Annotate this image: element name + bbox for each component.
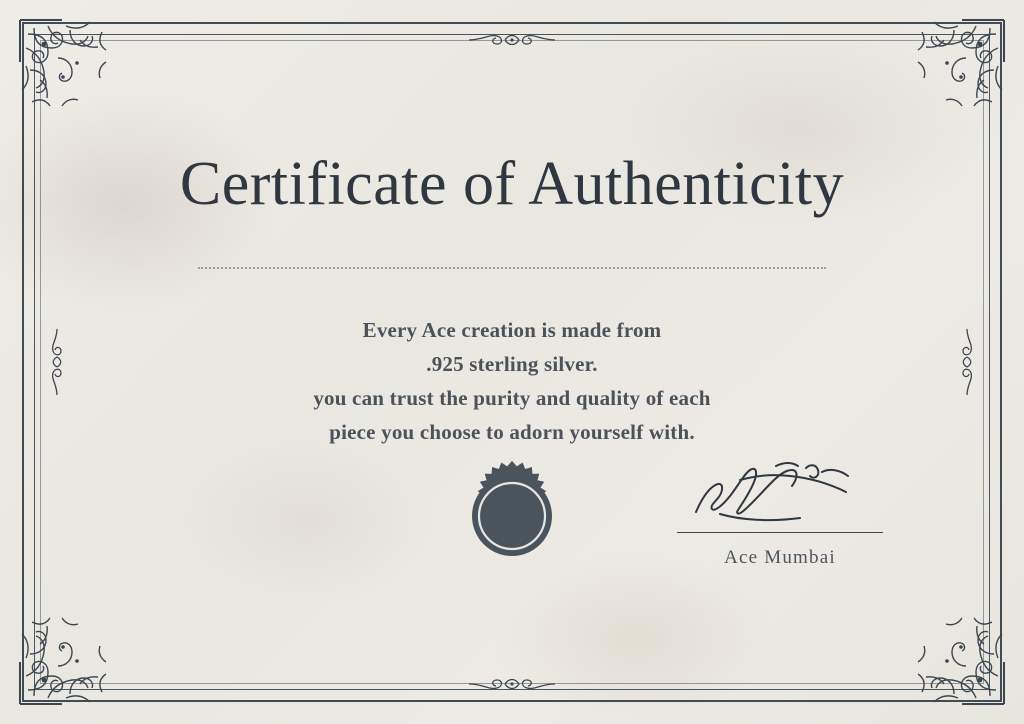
title-divider: [198, 267, 826, 269]
certificate-content: [60, 56, 964, 668]
body-line: you can trust the purity and quality of each: [313, 386, 711, 411]
body-line: Every Ace creation is made from: [362, 318, 662, 343]
floral-scroll-ornament-icon: [467, 674, 557, 694]
signature-block: [660, 454, 900, 569]
signature-line: [677, 532, 883, 533]
floral-scroll-ornament-icon: [467, 30, 557, 50]
signatory-name: Ace Mumbai: [724, 547, 836, 568]
handwritten-signature-icon: [660, 454, 900, 532]
body-line: .925 sterling silver.: [426, 352, 598, 377]
certificate-body: [192, 313, 832, 449]
page-title: Certificate of Authenticity: [179, 150, 845, 218]
seal-badge-icon: [456, 460, 568, 572]
body-line: piece you choose to adorn yourself with.: [329, 420, 695, 445]
certificate-footer: [60, 454, 964, 614]
